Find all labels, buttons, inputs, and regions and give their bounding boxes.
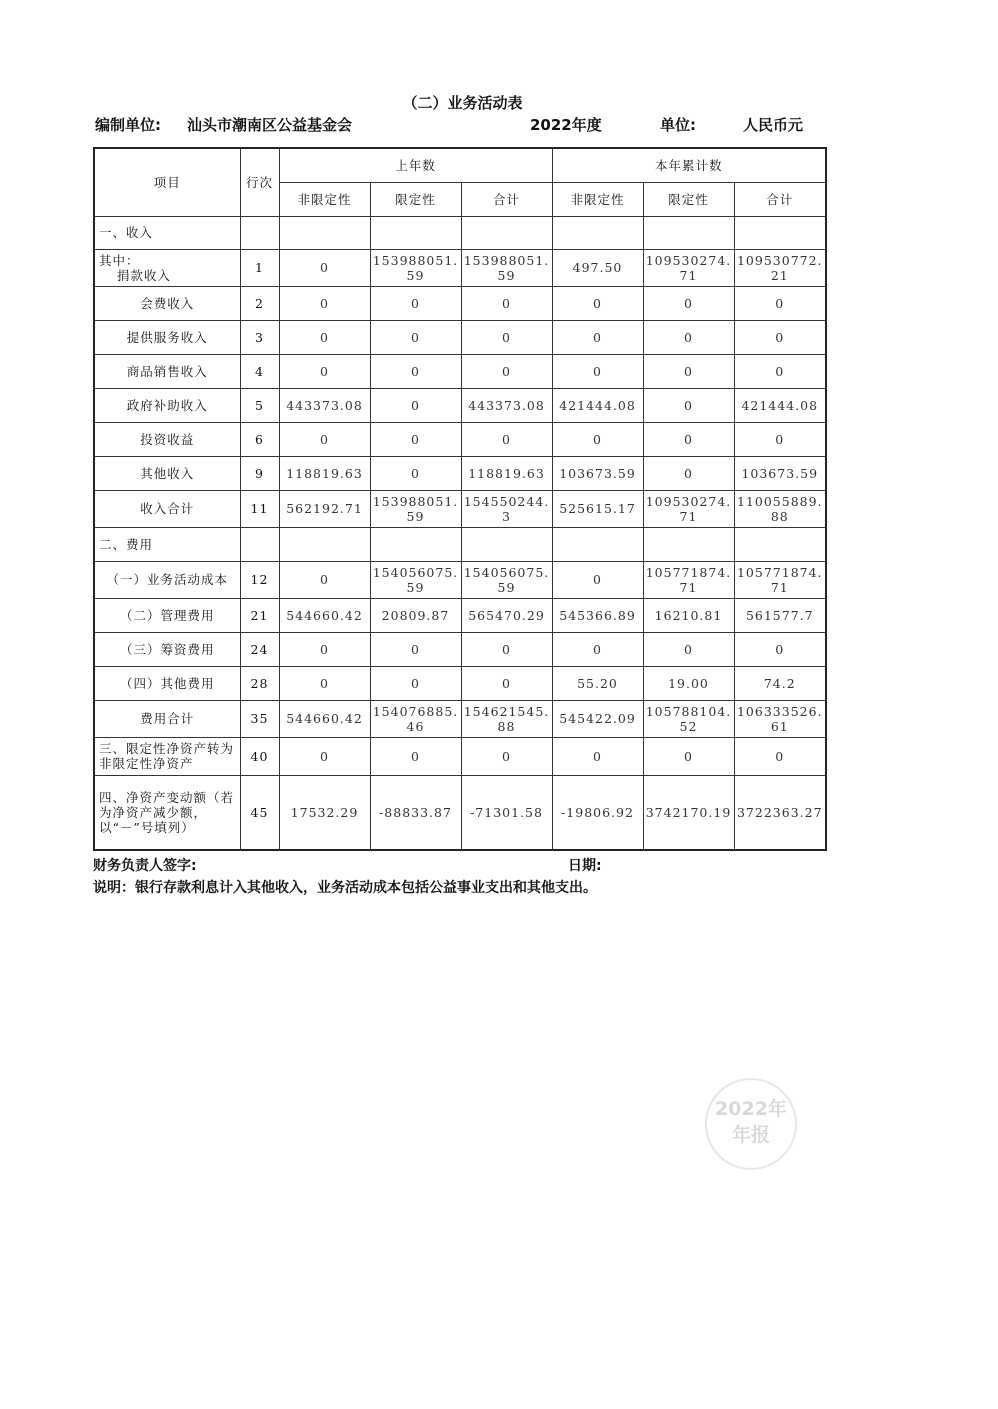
value-cell: 0 <box>279 354 370 388</box>
value-cell: 0 <box>552 632 643 666</box>
row-item-label: 提供服务收入 <box>94 320 240 354</box>
value-cell: 110055889.88 <box>734 490 826 527</box>
annual-report-stamp <box>705 1078 797 1170</box>
table-row <box>94 561 826 598</box>
row-line-number: 28 <box>240 666 279 700</box>
value-cell: 154621545.88 <box>461 700 552 737</box>
value-cell: 0 <box>279 632 370 666</box>
value-cell: 109530274.71 <box>643 490 734 527</box>
value-cell: 561577.7 <box>734 598 826 632</box>
unit-value: 人民币元 <box>743 116 804 134</box>
table-row <box>94 422 826 456</box>
row-line-number: 3 <box>240 320 279 354</box>
value-cell: 154056075.59 <box>370 561 461 598</box>
value-cell: 525615.17 <box>552 490 643 527</box>
value-cell: -88833.87 <box>370 775 461 850</box>
value-cell <box>461 527 552 561</box>
value-cell: 0 <box>734 354 826 388</box>
row-item-label: 投资收益 <box>94 422 240 456</box>
row-item-label: 四、净资产变动额（若为净资产减少额，以“－”号填列） <box>94 775 240 850</box>
value-cell: 0 <box>461 286 552 320</box>
value-cell: 55.20 <box>552 666 643 700</box>
value-cell: 0 <box>734 737 826 775</box>
value-cell: 0 <box>643 320 734 354</box>
row-item-label: 其他收入 <box>94 456 240 490</box>
table-row <box>94 598 826 632</box>
table-row <box>94 320 826 354</box>
value-cell: 20809.87 <box>370 598 461 632</box>
table-row <box>94 775 826 850</box>
value-cell: 421444.08 <box>734 388 826 422</box>
footer-note: 说明：银行存款利息计入其他收入，业务活动成本包括公益事业支出和其他支出。 <box>93 880 597 896</box>
sub-header: 非限定性 <box>279 182 370 216</box>
value-cell: 0 <box>734 422 826 456</box>
row-item-label: 政府补助收入 <box>94 388 240 422</box>
row-item-label: （一）业务活动成本 <box>94 561 240 598</box>
value-cell: 109530772.21 <box>734 249 826 286</box>
row-line-number: 45 <box>240 775 279 850</box>
report-header <box>95 114 825 136</box>
org-label: 编制单位: <box>95 116 161 134</box>
value-cell: 103673.59 <box>552 456 643 490</box>
value-cell: 154550244.3 <box>461 490 552 527</box>
value-cell: 0 <box>279 249 370 286</box>
org-name: 汕头市潮南区公益基金会 <box>187 116 353 134</box>
table-row <box>94 666 826 700</box>
footer-signature <box>93 855 825 875</box>
sub-header: 限定性 <box>643 182 734 216</box>
row-item-label: 会费收入 <box>94 286 240 320</box>
value-cell: 0 <box>370 320 461 354</box>
value-cell: 0 <box>734 632 826 666</box>
value-cell <box>734 216 826 249</box>
value-cell: 0 <box>370 354 461 388</box>
sub-header: 合计 <box>734 182 826 216</box>
value-cell <box>643 527 734 561</box>
value-cell: 0 <box>279 737 370 775</box>
table-row <box>94 490 826 527</box>
value-cell <box>734 527 826 561</box>
value-cell: 443373.08 <box>279 388 370 422</box>
table-row <box>94 249 826 286</box>
row-item-label: （三）筹资费用 <box>94 632 240 666</box>
report-year: 2022年度 <box>530 116 602 134</box>
value-cell: 153988051.59 <box>461 249 552 286</box>
value-cell: 106333526.61 <box>734 700 826 737</box>
value-cell: 3742170.19 <box>643 775 734 850</box>
value-cell: 0 <box>734 286 826 320</box>
row-line-number: 40 <box>240 737 279 775</box>
value-cell: 0 <box>370 666 461 700</box>
row-line-number: 2 <box>240 286 279 320</box>
row-line-number: 21 <box>240 598 279 632</box>
value-cell: 562192.71 <box>279 490 370 527</box>
value-cell: 19.00 <box>643 666 734 700</box>
table-row <box>94 700 826 737</box>
value-cell: 545366.89 <box>552 598 643 632</box>
row-item-label: （二）管理费用 <box>94 598 240 632</box>
value-cell: 0 <box>461 354 552 388</box>
value-cell: 105771874.71 <box>643 561 734 598</box>
finance-signature-label: 财务负责人签字: <box>93 858 197 874</box>
row-line-number: 24 <box>240 632 279 666</box>
row-item-label: 一、收入 <box>94 216 240 249</box>
value-cell: 3722363.27 <box>734 775 826 850</box>
activity-table <box>93 147 827 851</box>
value-cell <box>370 527 461 561</box>
table-row <box>94 286 826 320</box>
value-cell: 0 <box>552 320 643 354</box>
row-item-label: 二、费用 <box>94 527 240 561</box>
value-cell: 0 <box>279 666 370 700</box>
value-cell <box>552 216 643 249</box>
table-row <box>94 527 826 561</box>
col-group-prev-year: 上年数 <box>279 148 552 182</box>
row-line-number: 11 <box>240 490 279 527</box>
value-cell: 103673.59 <box>734 456 826 490</box>
value-cell: 0 <box>552 354 643 388</box>
table-row <box>94 216 826 249</box>
value-cell <box>279 216 370 249</box>
row-line-number: 5 <box>240 388 279 422</box>
row-item-name: 捐款收入 <box>117 267 172 283</box>
value-cell: 0 <box>552 286 643 320</box>
value-cell: 105788104.52 <box>643 700 734 737</box>
page-title: （二）业务活动表 <box>402 94 523 112</box>
value-cell: 0 <box>643 632 734 666</box>
sub-header: 限定性 <box>370 182 461 216</box>
value-cell: 0 <box>643 737 734 775</box>
value-cell: 544660.42 <box>279 700 370 737</box>
value-cell: 154056075.59 <box>461 561 552 598</box>
row-line-number <box>240 216 279 249</box>
value-cell: 153988051.59 <box>370 490 461 527</box>
value-cell: 118819.63 <box>279 456 370 490</box>
row-line-number: 12 <box>240 561 279 598</box>
value-cell: 74.2 <box>734 666 826 700</box>
col-header-line: 行次 <box>240 148 279 216</box>
value-cell: 0 <box>461 666 552 700</box>
value-cell <box>370 216 461 249</box>
row-line-number: 4 <box>240 354 279 388</box>
row-line-number: 6 <box>240 422 279 456</box>
value-cell <box>279 527 370 561</box>
value-cell: 0 <box>370 286 461 320</box>
value-cell: 0 <box>643 422 734 456</box>
table-row <box>94 354 826 388</box>
row-line-number <box>240 527 279 561</box>
value-cell: 0 <box>643 456 734 490</box>
value-cell: 0 <box>643 286 734 320</box>
value-cell: 0 <box>643 388 734 422</box>
value-cell: 16210.81 <box>643 598 734 632</box>
value-cell: 0 <box>279 561 370 598</box>
value-cell: 0 <box>552 737 643 775</box>
value-cell: 109530274.71 <box>643 249 734 286</box>
col-group-curr-year: 本年累计数 <box>552 148 826 182</box>
value-cell: 0 <box>370 422 461 456</box>
value-cell: 0 <box>370 456 461 490</box>
value-cell: 545422.09 <box>552 700 643 737</box>
row-item-label <box>94 249 240 286</box>
row-line-number: 9 <box>240 456 279 490</box>
row-item-prefix: 其中： <box>99 252 140 268</box>
value-cell: 17532.29 <box>279 775 370 850</box>
value-cell: 497.50 <box>552 249 643 286</box>
value-cell: 0 <box>552 422 643 456</box>
row-line-number: 35 <box>240 700 279 737</box>
value-cell: 0 <box>279 320 370 354</box>
value-cell: 0 <box>279 422 370 456</box>
row-item-label: （四）其他费用 <box>94 666 240 700</box>
value-cell: -71301.58 <box>461 775 552 850</box>
row-item-label: 收入合计 <box>94 490 240 527</box>
stamp-line-2: 年报 <box>731 1124 770 1146</box>
table-row <box>94 456 826 490</box>
value-cell: -19806.92 <box>552 775 643 850</box>
value-cell: 0 <box>370 737 461 775</box>
date-label: 日期: <box>568 858 602 874</box>
value-cell: 0 <box>461 632 552 666</box>
value-cell: 105771874.71 <box>734 561 826 598</box>
value-cell: 0 <box>370 632 461 666</box>
value-cell: 421444.08 <box>552 388 643 422</box>
value-cell: 544660.42 <box>279 598 370 632</box>
value-cell <box>461 216 552 249</box>
row-item-label: 商品销售收入 <box>94 354 240 388</box>
value-cell: 565470.29 <box>461 598 552 632</box>
row-item-label: 费用合计 <box>94 700 240 737</box>
unit-label: 单位: <box>660 116 696 134</box>
value-cell: 0 <box>461 737 552 775</box>
value-cell: 0 <box>734 320 826 354</box>
value-cell: 0 <box>461 320 552 354</box>
value-cell: 0 <box>461 422 552 456</box>
value-cell: 0 <box>279 286 370 320</box>
value-cell: 154076885.46 <box>370 700 461 737</box>
row-line-number: 1 <box>240 249 279 286</box>
value-cell: 443373.08 <box>461 388 552 422</box>
value-cell: 0 <box>643 354 734 388</box>
stamp-line-1: 2022年 <box>715 1098 787 1120</box>
sub-header: 合计 <box>461 182 552 216</box>
value-cell: 0 <box>370 388 461 422</box>
value-cell: 0 <box>552 561 643 598</box>
value-cell: 153988051.59 <box>370 249 461 286</box>
sub-header: 非限定性 <box>552 182 643 216</box>
row-item-label: 三、限定性净资产转为非限定性净资产 <box>94 737 240 775</box>
col-header-item: 项目 <box>94 148 240 216</box>
table-row <box>94 632 826 666</box>
table-row <box>94 737 826 775</box>
value-cell <box>552 527 643 561</box>
value-cell <box>643 216 734 249</box>
table-row <box>94 388 826 422</box>
value-cell: 118819.63 <box>461 456 552 490</box>
